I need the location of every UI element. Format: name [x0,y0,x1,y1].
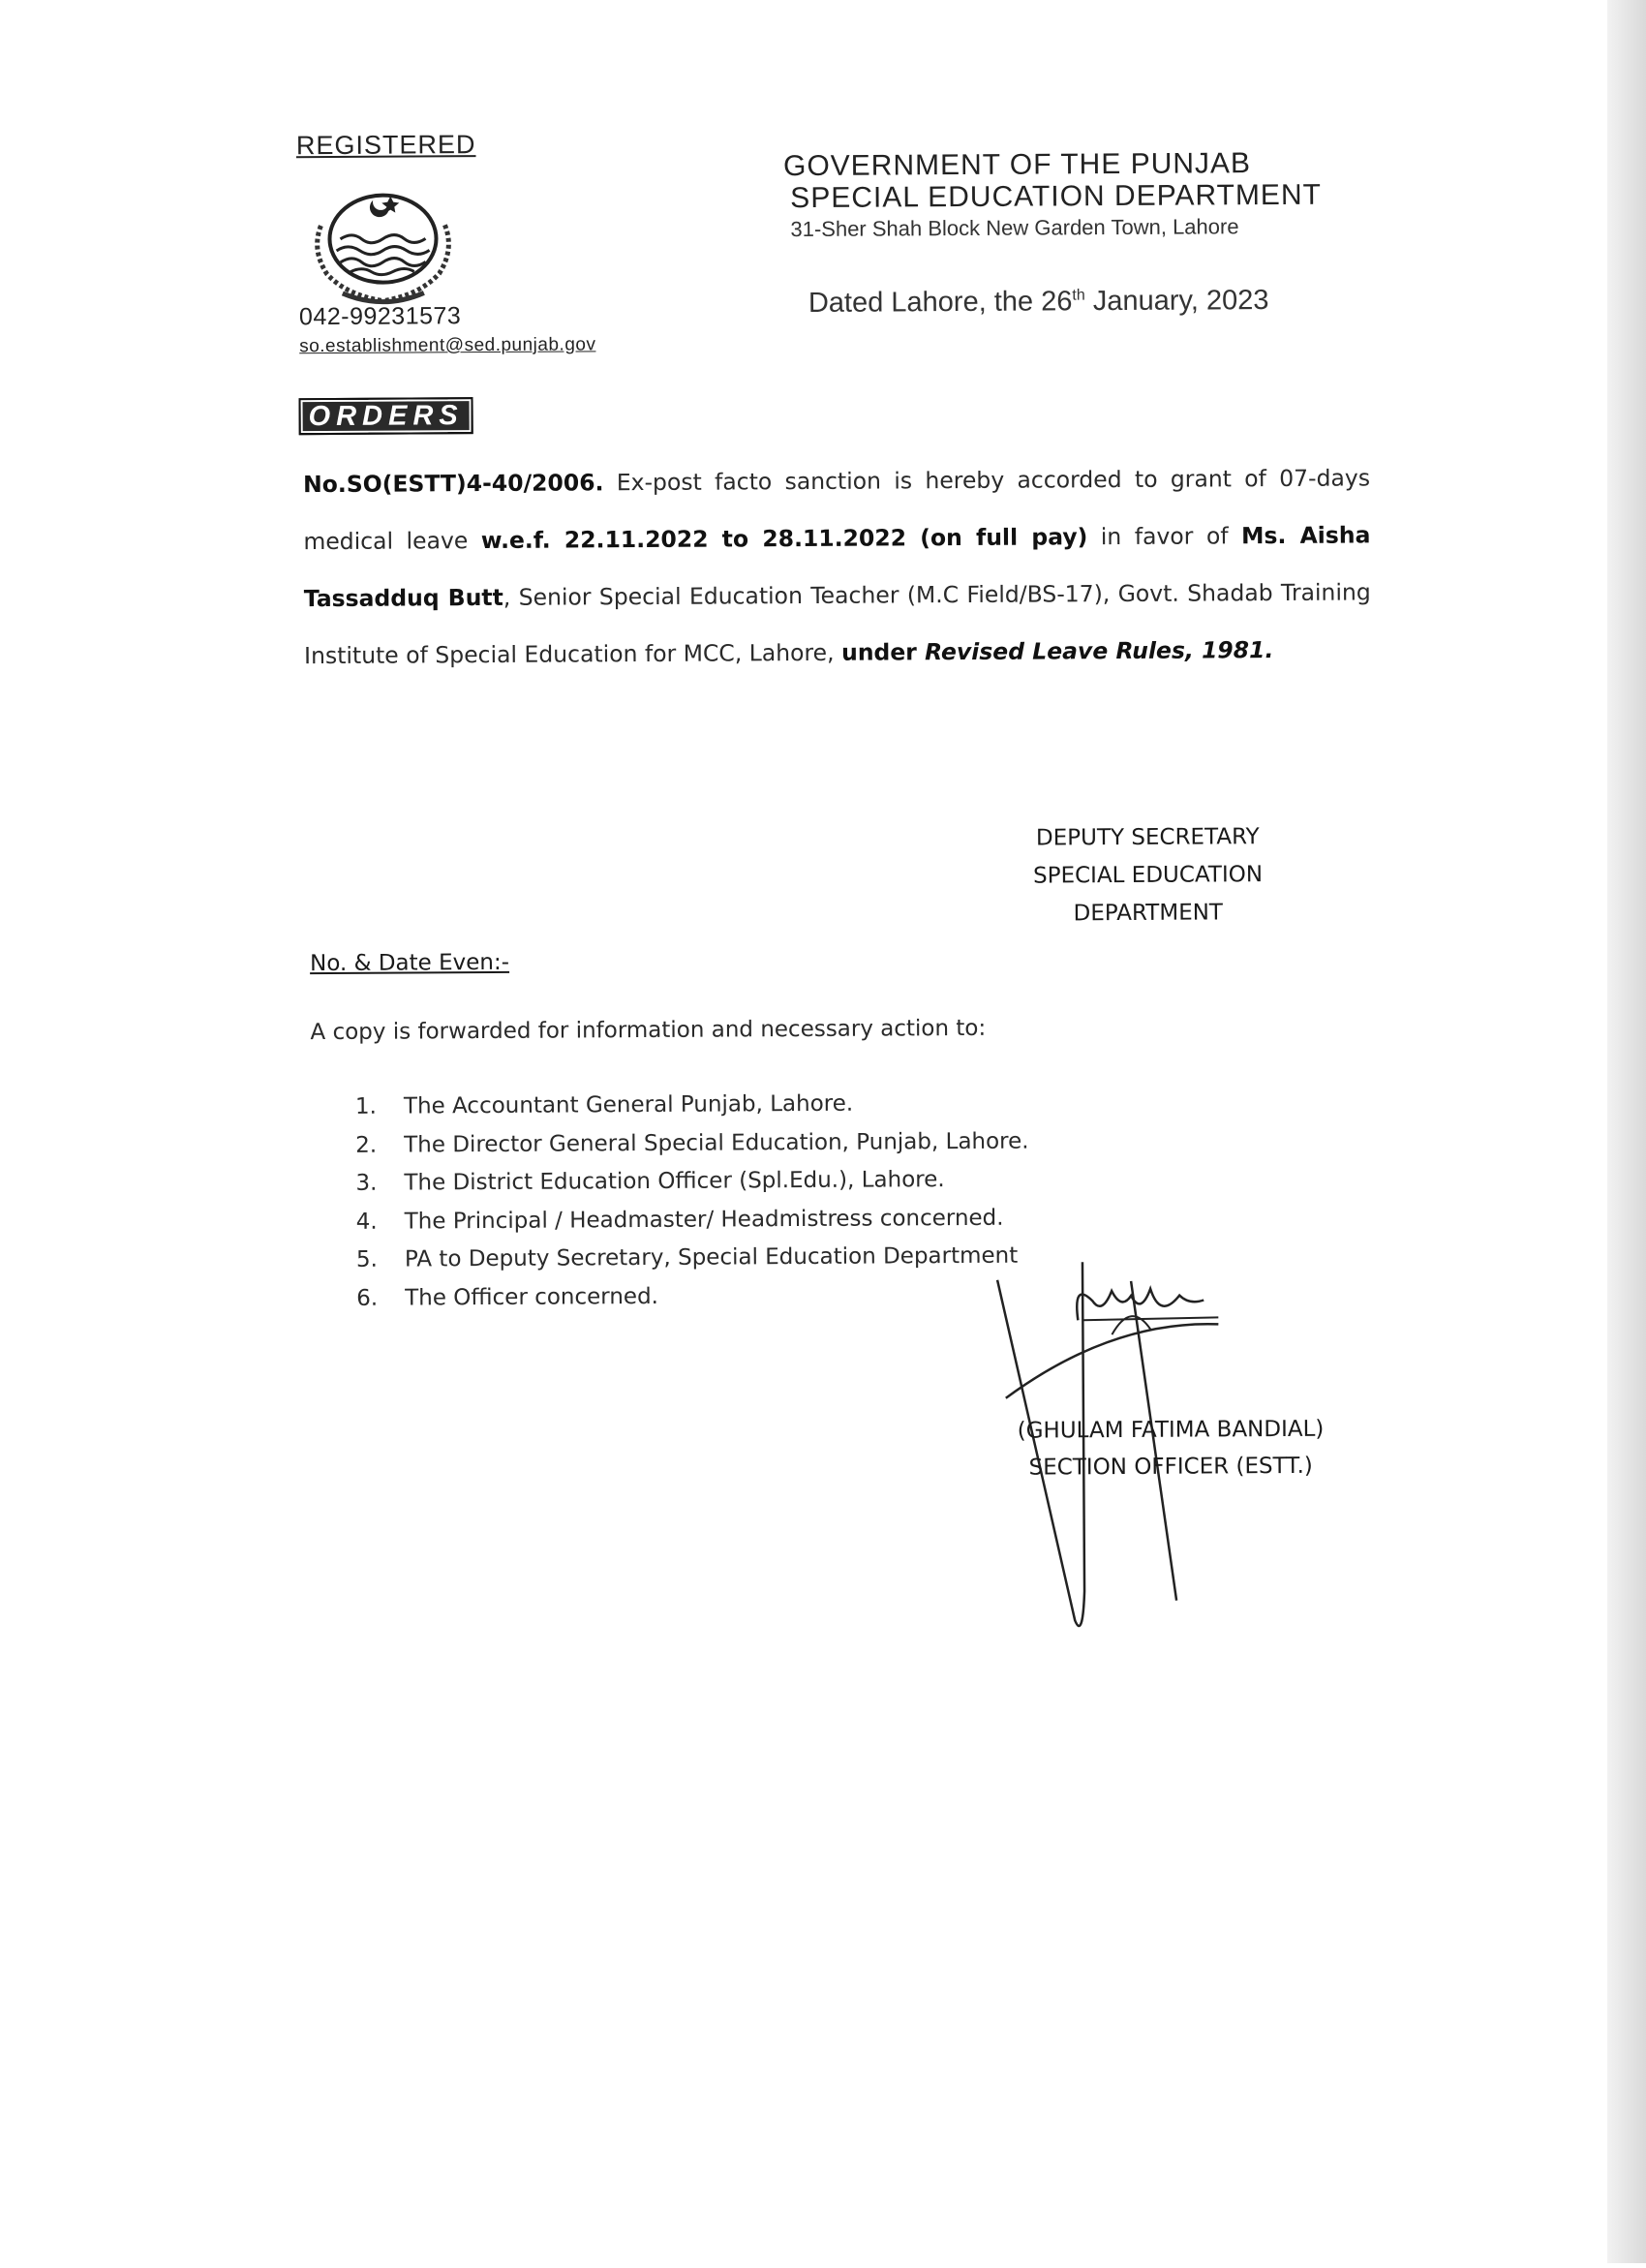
registered-label: REGISTERED [295,130,476,161]
leave-rules: Revised Leave Rules, 1981. [924,636,1274,666]
department-address: 31-Sher Shah Block New Garden Town, Lahore [790,214,1239,242]
punjab-emblem-icon [303,178,464,315]
list-item: 6. The Officer concerned. [356,1283,659,1311]
list-item: 4. The Principal / Headmaster/ Headmistress concerned. [355,1205,1004,1235]
list-item: 1. The Accountant General Punjab, Lahore. [354,1090,854,1119]
endorsement-heading: No. & Date Even:- [309,949,510,977]
leave-period: w.e.f. 22.11.2022 to 28.11.2022 (on full pay) [480,523,1088,555]
endorsement-intro: A copy is forwarded for information and necessary action to: [310,1015,987,1046]
deputy-secretary-block: DEPUTY SECRETARY SPECIAL EDUCATION DEPARTMENT [1032,824,1264,927]
date-line: Dated Lahore, the 26th January, 2023 [808,285,1269,319]
list-item: 2. The Director General Special Education, Punjab, Lahore. [355,1128,1029,1158]
government-title: GOVERNMENT OF THE PUNJAB [782,147,1252,183]
phone-number: 042-99231573 [298,302,462,331]
order-paragraph: No.SO(ESTT)4-40/2006. Ex-post facto sanction is hereby accorded to grant of 07-days medical leave w.e.f. 22.11.2022 to 28.11.2022 (on full pay) in favor of Ms. Aisha Tassadduq Butt, Senior Special Education Teacher (M.C Field/BS-17), Govt. Shadab Training Institute of Special Education for MCC, Lahore, under Revised Leave Rules, 1981. [302,464,1371,670]
list-item: 3. The District Education Officer (Spl.Edu.), Lahore. [355,1167,945,1196]
orders-heading: ORDERS [299,397,473,435]
distribution-list [355,1085,1030,1318]
employee-name: Ms. Aisha Tassadduq Butt [303,521,1371,613]
section-officer-block: (GHULAM FATIMA BANDIAL) SECTION OFFICER (ESTT.) [1017,1416,1325,1481]
list-item: 5. PA to Deputy Secretary, Special Education Department [355,1242,1019,1272]
email-address: so.establishment@sed.punjab.gov [299,334,596,357]
department-title: SPECIAL EDUCATION DEPARTMENT [790,178,1322,215]
order-number: No.SO(ESTT)4-40/2006. [302,469,604,499]
